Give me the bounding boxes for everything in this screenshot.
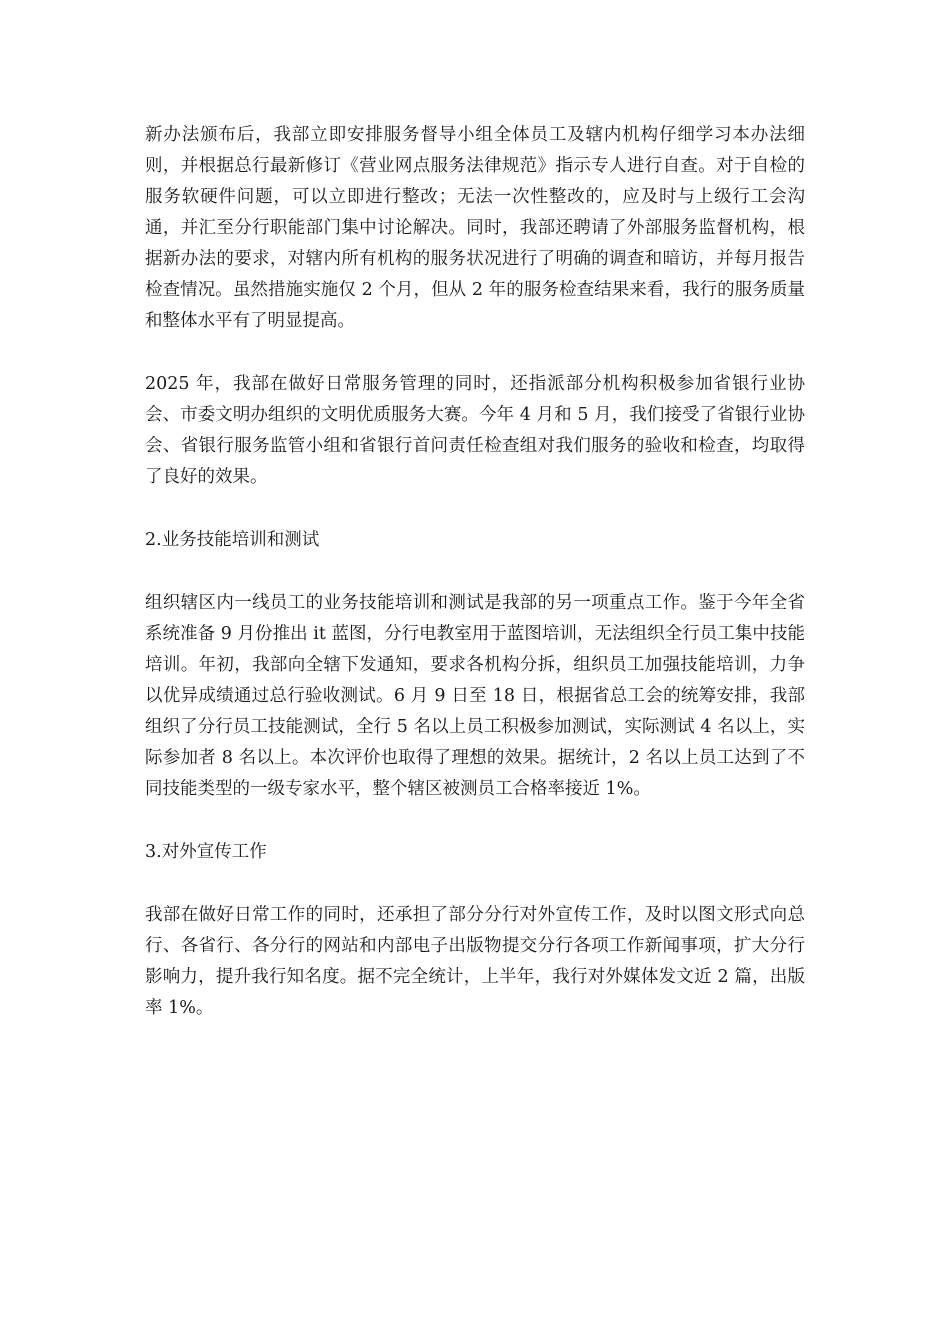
document-page	[145, 120, 805, 1056]
paragraph-publicity: 我部在做好日常工作的同时，还承担了部分分行对外宣传工作，及时以图文形式向总行、各省行、各分行的网站和内部电子出版物提交分行各项工作新闻事项，扩大分行影响力，提升我行知名度。据不完全统计，上半年，我行对外媒体发文近 2 篇，出版率 1%。	[145, 905, 805, 1018]
section-heading-skills-training: 2.业务技能培训和测试	[145, 530, 320, 550]
paragraph-service-competition: 2025 年，我部在做好日常服务管理的同时，还指派部分机构积极参加省银行业协会、市委文明办组织的文明优质服务大赛。今年 4 月和 5 月，我们接受了省银行业协会、省银行服务监管小组和省银行首问责任检查组对我们服务的验收和检查，均取得了良好的效果。	[145, 374, 805, 487]
paragraph-skills-training: 组织辖区内一线员工的业务技能培训和测试是我部的另一项重点工作。鉴于今年全省系统准备 9 月份推出 it 蓝图，分行电教室用于蓝图培训，无法组织全行员工集中技能培训。年初，我部向全辖下发通知，要求各机构分拆，组织员工加强技能培训，力争以优异成绩通过总行验收测试。6 月 9 日至 18 日，根据省总工会的统筹安排，我部组织了分行员工技能测试，全行 5 名以上员工积极参加测试，实际测试 4 名以上，实际参加者 8 名以上。本次评价也取得了理想的效果。据统计，2 名以上员工达到了不同技能类型的一级专家水平，整个辖区被测员工合格率接近 1%。	[145, 593, 805, 799]
section-heading-publicity: 3.对外宣传工作	[145, 842, 267, 862]
paragraph-service-supervision: 新办法颁布后，我部立即安排服务督导小组全体员工及辖内机构仔细学习本办法细则，并根据总行最新修订《营业网点服务法律规范》指示专人进行自查。对于自检的服务软硬件问题，可以立即进行整改；无法一次性整改的，应及时与上级行工会沟通，并汇至分行职能部门集中讨论解决。同时，我部还聘请了外部服务监督机构，根据新办法的要求，对辖内所有机构的服务状况进行了明确的调查和暗访，并每月报告检查情况。虽然措施实施仅 2 个月，但从 2 年的服务检查结果来看，我行的服务质量和整体水平有了明显提高。	[145, 125, 805, 331]
